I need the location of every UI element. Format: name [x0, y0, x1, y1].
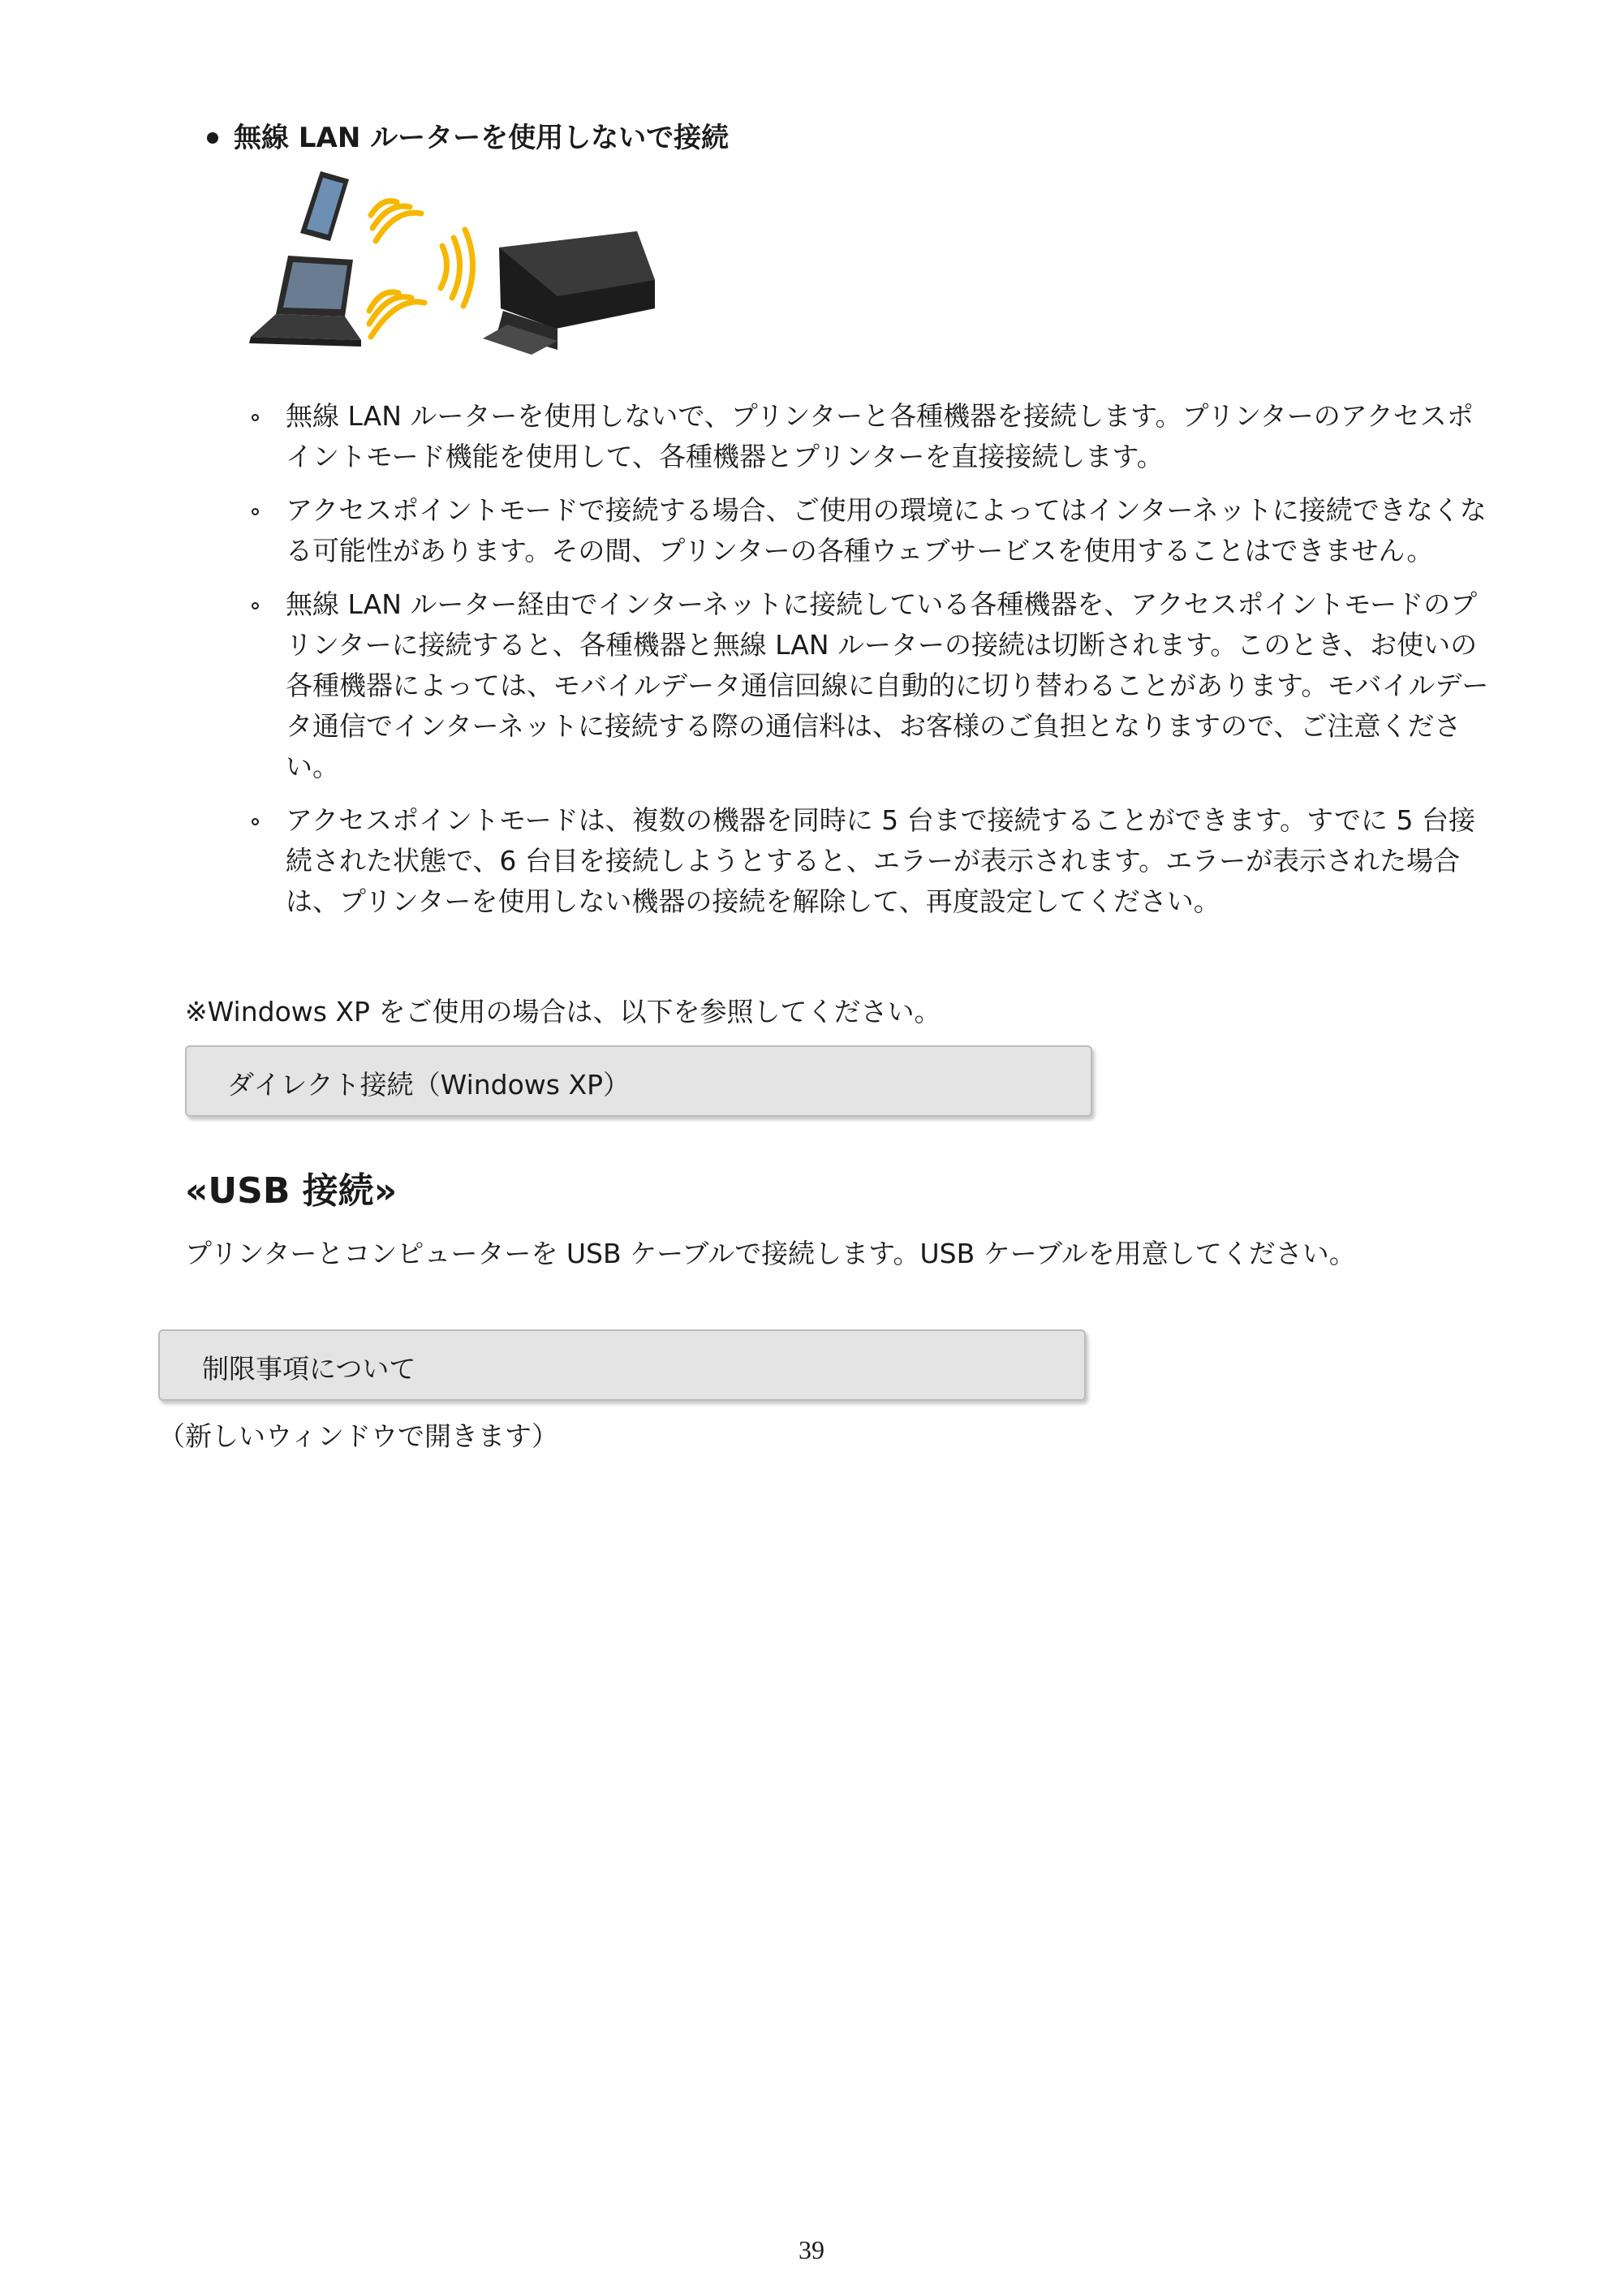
direct-connection-illustration	[239, 166, 661, 369]
sub-item-list	[243, 396, 1493, 935]
direct-connection-link-button[interactable]	[185, 1045, 1092, 1117]
wifi-waves-icon	[369, 201, 473, 337]
windows-xp-note: ※Windows XP をご使用の場合は、以下を参照してください。	[185, 996, 941, 1027]
usb-section-body: プリンターとコンピューターを USB ケーブルで接続します。USB ケーブルを用意してください。	[185, 1238, 1356, 1269]
printer-icon	[483, 231, 655, 355]
laptop-icon	[249, 256, 361, 347]
circle-bullet-icon	[252, 602, 259, 610]
circle-bullet-icon	[252, 508, 259, 515]
page-number: 39	[799, 2235, 824, 2264]
circle-bullet-icon	[252, 414, 259, 421]
circle-bullet-icon	[252, 818, 259, 825]
list-item	[243, 584, 1493, 787]
new-window-note: （新しいウィンドウで開きます）	[158, 1420, 559, 1452]
list-item-text: アクセスポイントモードで接続する場合、ご使用の環境によってはインターネットに接続できなくなる可能性があります。その間、プリンターの各種ウェブサービスを使用することはできません。	[286, 494, 1487, 566]
list-item	[243, 396, 1493, 477]
list-item	[243, 490, 1493, 571]
smartphone-icon	[300, 171, 349, 241]
restrictions-link-button[interactable]	[158, 1329, 1086, 1401]
restrictions-link-label: 制限事項について	[202, 1353, 416, 1385]
list-item-text: アクセスポイントモードは、複数の機器を同時に 5 台まで接続することができます。すでに 5 台接続された状態で、6 台目を接続しようとすると、エラーが表示されます。エラーが表示された場合は、プリンターを使用しない機器の接続を解除して、再度設定してください。	[286, 804, 1475, 917]
list-item-text: 無線 LAN ルーターを使用しないで、プリンターと各種機器を接続します。プリンターのアクセスポイントモード機能を使用して、各種機器とプリンターを直接接続します。	[286, 400, 1474, 472]
list-item-text: 無線 LAN ルーター経由でインターネットに接続している各種機器を、アクセスポイントモードのプリンターに接続すると、各種機器と無線 LAN ルーターの接続は切断されます。このとき、お使いの各種機器によっては、モバイルデータ通信回線に自動的に切り替わることがあります。モバイルデータ通信でインターネットに接続する際の通信料は、お客様のご負担となりますので、ご注意ください。	[286, 588, 1489, 782]
bullet-heading-text: 無線 LAN ルーターを使用しないで接続	[234, 122, 730, 154]
bullet-dot	[207, 132, 218, 144]
list-item	[243, 800, 1493, 922]
usb-section-title: «USB 接続»	[185, 1170, 398, 1212]
direct-connection-link-label: ダイレクト接続（Windows XP）	[227, 1069, 630, 1101]
